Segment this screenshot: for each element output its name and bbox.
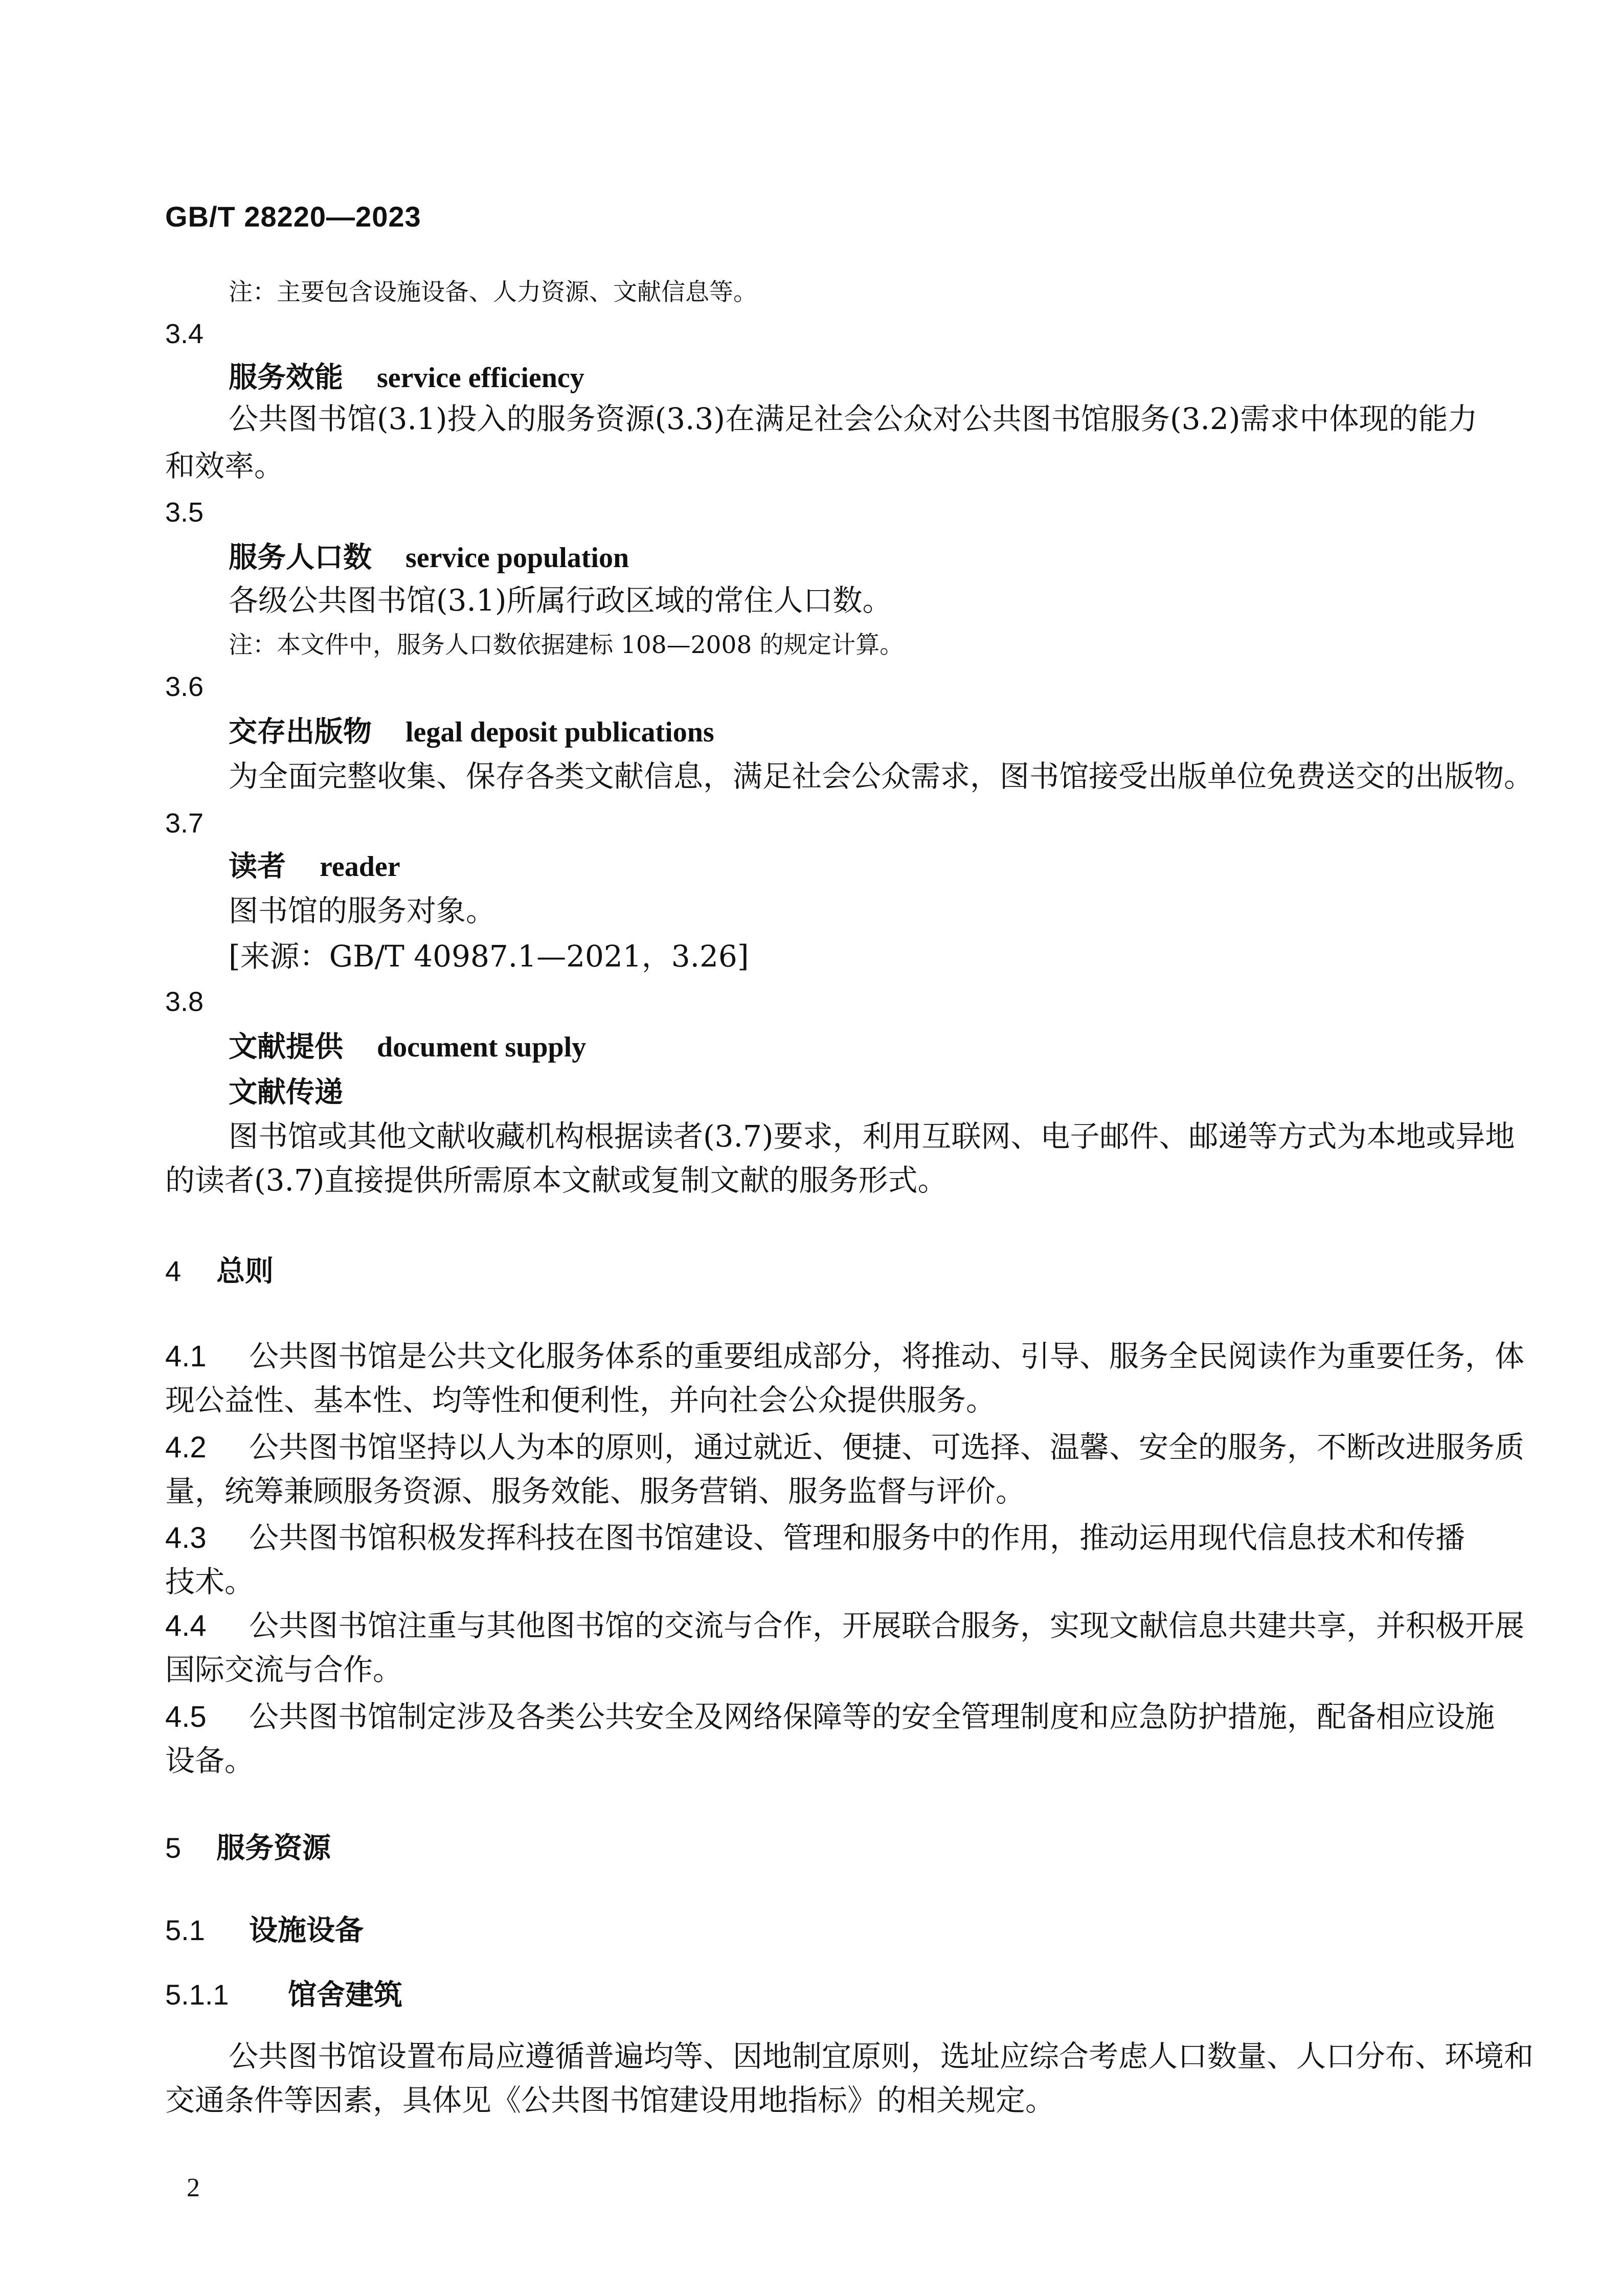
standard-code-header: GB/T 28220—2023: [165, 200, 421, 233]
term-3-8-definition-line-2: 的读者(3.7)直接提供所需原本文献或复制文献的服务形式。: [165, 1163, 948, 1198]
clause-4-1-number: 4.1: [165, 1340, 207, 1373]
section-5-1-1-para-line-1: 公共图书馆设置布局应遵循普遍均等、因地制宜原则，选址应综合考虑人口数量、人口分布、环境和: [229, 2039, 1534, 2074]
term-3-7-source: [来源：GB/T 40987.1—2021，3.26]: [229, 939, 749, 974]
section-5-heading: [165, 1830, 331, 1866]
clause-4-4-number: 4.4: [165, 1609, 207, 1642]
section-5-1-1-number: 5.1.1: [165, 1978, 229, 2011]
term-3-4-definition-line-1: 公共图书馆(3.1)投入的服务资源(3.3)在满足社会公众对公共图书馆服务(3.2)需求中体现的能力: [229, 401, 1478, 436]
term-3-7-zh: 读者: [229, 850, 286, 883]
term-3-8-heading: [229, 1029, 586, 1065]
clause-4-3-line-1: 4.3 公共图书馆积极发挥科技在图书馆建设、管理和服务中的作用，推动运用现代信息技术和传播: [165, 1520, 1466, 1555]
section-4-heading: [165, 1253, 274, 1290]
term-3-4-definition-line-2: 和效率。: [165, 448, 284, 483]
clause-4-5-line-2: 设备。: [165, 1743, 255, 1778]
section-4-title: 总则: [216, 1255, 274, 1288]
term-number-3-4: 3.4: [165, 319, 204, 349]
clause-4-3-number: 4.3: [165, 1521, 207, 1555]
term-3-8-zh: 文献提供: [229, 1030, 343, 1064]
section-5-1-1-heading: [165, 1977, 402, 2013]
term-3-6-heading: [229, 714, 714, 750]
term-3-5-definition: 各级公共图书馆(3.1)所属行政区域的常住人口数。: [229, 583, 892, 618]
page-number: 2: [187, 2173, 200, 2202]
term-3-8-definition-line-1: 图书馆或其他文献收藏机构根据读者(3.7)要求，利用互联网、电子邮件、邮递等方式为本地或异地: [229, 1119, 1515, 1154]
term-3-7-definition: 图书馆的服务对象。: [229, 893, 496, 928]
term-3-6-en: legal deposit publications: [405, 716, 714, 748]
term-3-5-en: service population: [405, 542, 629, 574]
term-3-5-heading: [229, 540, 629, 576]
term-3-8-en: document supply: [377, 1031, 587, 1063]
clause-4-2-line-2: 量，统筹兼顾服务资源、服务效能、服务营销、服务监督与评价。: [165, 1474, 1026, 1509]
term-3-7-en: reader: [320, 851, 400, 883]
note-previous-term: 注：主要包含设施设备、人力资源、文献信息等。: [229, 278, 757, 306]
clause-4-5-line-1: 4.5 公共图书馆制定涉及各类公共安全及网络保障等的安全管理制度和应急防护措施，配备相应设施: [165, 1699, 1495, 1734]
term-3-4-en: service efficiency: [377, 362, 584, 394]
clause-4-4-line-1: 4.4 公共图书馆注重与其他图书馆的交流与合作，开展联合服务，实现文献信息共建共享，并积极开展: [165, 1608, 1525, 1643]
term-number-3-7: 3.7: [165, 808, 204, 839]
term-number-3-8: 3.8: [165, 986, 204, 1017]
section-5-1-heading: [165, 1912, 364, 1949]
term-3-4-zh: 服务效能: [229, 361, 343, 394]
section-4-number: 4: [165, 1255, 182, 1287]
clause-4-1-line-1: 4.1 公共图书馆是公共文化服务体系的重要组成部分，将推动、引导、服务全民阅读作为重要任务，体: [165, 1339, 1525, 1374]
clause-4-4-line-2: 国际交流与合作。: [165, 1652, 403, 1687]
term-3-6-zh: 交存出版物: [229, 715, 372, 749]
section-5-1-title: 设施设备: [249, 1914, 364, 1947]
section-5-title: 服务资源: [216, 1832, 331, 1865]
term-number-3-6: 3.6: [165, 671, 204, 702]
section-5-number: 5: [165, 1832, 182, 1864]
clause-4-1-line-2: 现公益性、基本性、均等性和便利性，并向社会公众提供服务。: [165, 1383, 996, 1417]
term-3-8-alt-zh: 文献传递: [229, 1076, 343, 1109]
term-3-7-heading: [229, 849, 400, 885]
term-3-6-definition: 为全面完整收集、保存各类文献信息，满足社会公众需求，图书馆接受出版单位免费送交的出版物。: [229, 759, 1534, 794]
term-3-5-zh: 服务人口数: [229, 541, 372, 574]
section-5-1-number: 5.1: [165, 1914, 205, 1946]
term-3-4-heading: [229, 360, 584, 396]
section-5-1-1-title: 馆舍建筑: [288, 1978, 402, 2012]
term-number-3-5: 3.5: [165, 497, 204, 528]
clause-4-3-line-2: 技术。: [165, 1564, 255, 1599]
clause-4-2-line-1: 4.2 公共图书馆坚持以人为本的原则，通过就近、便捷、可选择、温馨、安全的服务，不断改进服务质: [165, 1430, 1525, 1465]
clause-4-2-number: 4.2: [165, 1431, 207, 1464]
term-3-5-note: 注：本文件中，服务人口数依据建标 108—2008 的规定计算。: [229, 631, 904, 659]
section-5-1-1-para-line-2: 交通条件等因素，具体见《公共图书馆建设用地指标》的相关规定。: [165, 2083, 1055, 2118]
clause-4-5-number: 4.5: [165, 1700, 207, 1734]
